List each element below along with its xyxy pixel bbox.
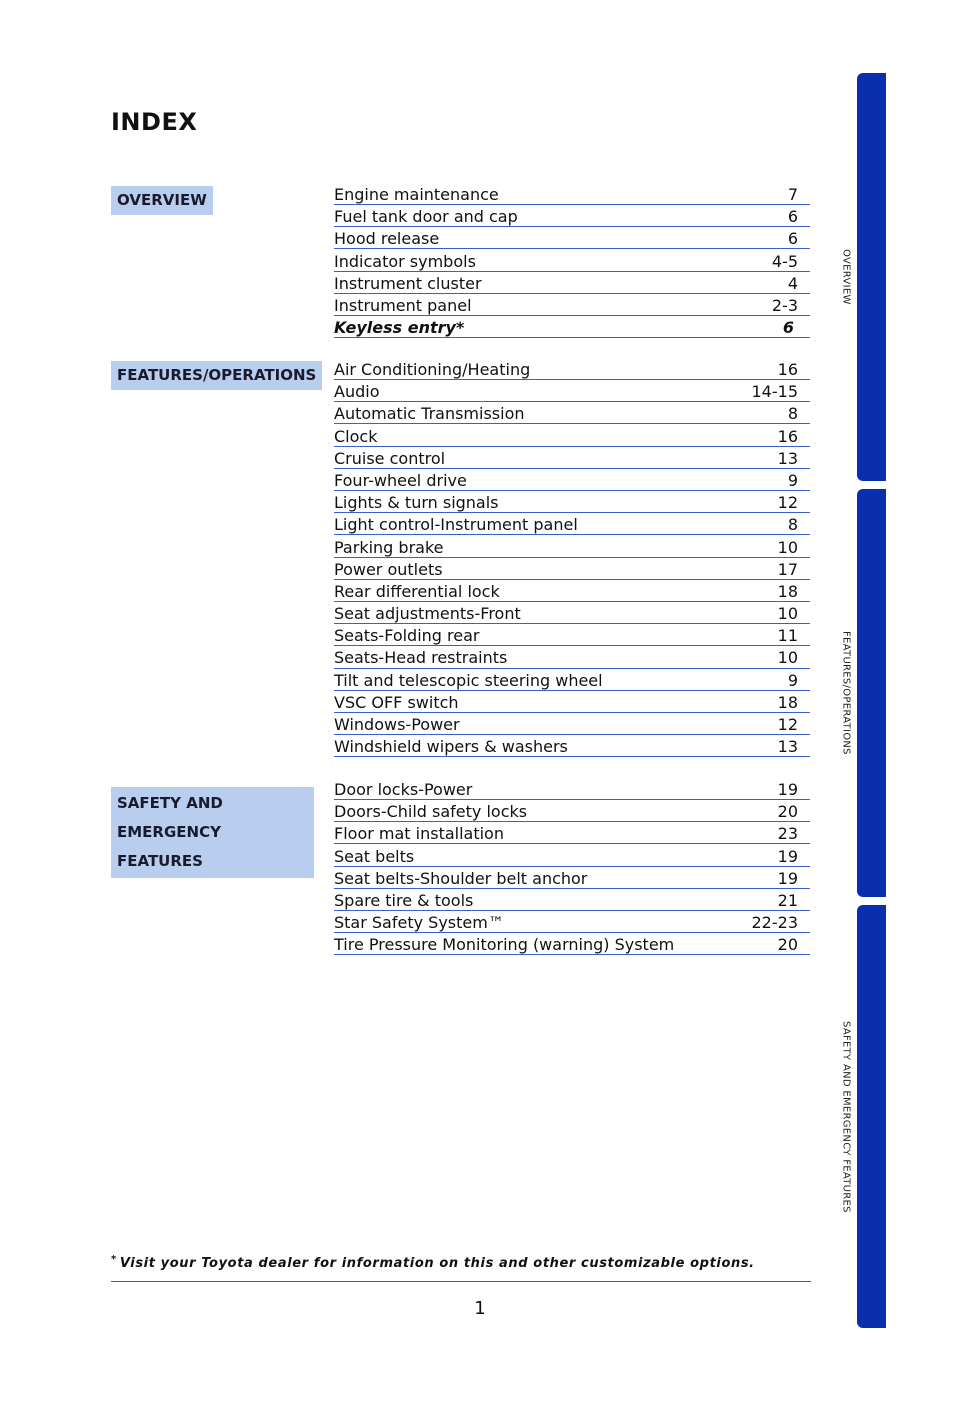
index-entry-name: Windshield wipers & washers bbox=[334, 737, 568, 757]
section-label-line: EMERGENCY FEATURES bbox=[117, 823, 221, 870]
index-entry bbox=[334, 295, 810, 316]
index-entry bbox=[334, 801, 810, 822]
index-entry-page: 13 bbox=[777, 448, 798, 468]
index-entry bbox=[334, 647, 810, 668]
index-entry bbox=[334, 359, 810, 380]
index-entry-name: Instrument panel bbox=[334, 295, 472, 315]
index-entry bbox=[334, 934, 810, 955]
index-entry-name: Clock bbox=[334, 426, 378, 446]
index-entry-name: Air Conditioning/Heating bbox=[334, 360, 531, 379]
index-entry bbox=[334, 603, 810, 624]
index-entry-page: 8 bbox=[787, 404, 798, 424]
index-entry-page: 4 bbox=[787, 273, 798, 293]
section-label-line: FEATURES/OPERATIONS bbox=[117, 366, 317, 384]
index-entry-page: 18 bbox=[777, 692, 798, 712]
index-entry-page: 20 bbox=[777, 935, 798, 955]
index-entry bbox=[334, 381, 810, 402]
index-entry-name: Doors-Child safety locks bbox=[334, 802, 528, 822]
index-entry-page: 6 bbox=[787, 207, 798, 227]
index-entry bbox=[334, 448, 810, 469]
index-entry-name: Lights & turn signals bbox=[334, 493, 499, 513]
index-entry-name: Engine maintenance bbox=[334, 185, 499, 204]
index-entry-page: 4-5 bbox=[771, 251, 798, 271]
index-entry bbox=[334, 625, 810, 646]
index-entry-page: 20 bbox=[777, 802, 798, 822]
section-label-line: OVERVIEW bbox=[117, 191, 207, 209]
index-entry bbox=[334, 492, 810, 513]
index-entry-name: Four-wheel drive bbox=[334, 470, 467, 490]
section-label-safety-emergency bbox=[111, 787, 314, 878]
footnote bbox=[111, 1254, 755, 1271]
index-entry-name: Fuel tank door and cap bbox=[334, 207, 518, 227]
index-entry-page: 2-3 bbox=[771, 295, 798, 315]
index-entry bbox=[334, 426, 810, 447]
index-entry bbox=[334, 912, 810, 933]
index-entry-name: Rear differential lock bbox=[334, 581, 500, 601]
index-entry bbox=[334, 228, 810, 249]
index-entry-name: Seat belts-Shoulder belt anchor bbox=[334, 868, 588, 888]
section-label-features-operations bbox=[111, 361, 322, 390]
footnote-divider bbox=[111, 1281, 811, 1282]
page-title: INDEX bbox=[111, 108, 198, 136]
index-entry-name: Automatic Transmission bbox=[334, 404, 525, 424]
index-entry-page: 10 bbox=[777, 648, 798, 668]
index-entry bbox=[334, 537, 810, 558]
index-entry-page: 16 bbox=[777, 426, 798, 446]
index-entry bbox=[334, 251, 810, 272]
side-tab-features-operations[interactable] bbox=[857, 489, 886, 897]
index-entry-page: 22-23 bbox=[751, 913, 798, 933]
index-entry bbox=[334, 670, 810, 691]
index-entry bbox=[334, 206, 810, 227]
index-entry-name: Star Safety System™ bbox=[334, 913, 504, 933]
index-entry-page: 18 bbox=[777, 581, 798, 601]
index-entry-name: Seat adjustments-Front bbox=[334, 604, 521, 624]
index-entry-page: 16 bbox=[777, 360, 798, 379]
index-entry bbox=[334, 779, 810, 800]
side-tab-safety-emergency[interactable] bbox=[857, 905, 886, 1328]
index-entry bbox=[334, 846, 810, 867]
index-entry-page: 21 bbox=[777, 890, 798, 910]
index-entry bbox=[334, 823, 810, 844]
index-entry bbox=[334, 692, 810, 713]
index-entry-page: 12 bbox=[777, 493, 798, 513]
index-entry-page: 9 bbox=[787, 470, 798, 490]
index-entry-name: Spare tire & tools bbox=[334, 890, 474, 910]
index-entry bbox=[334, 714, 810, 735]
section-label-line: SAFETY AND bbox=[117, 794, 223, 812]
index-entry-page: 9 bbox=[787, 670, 798, 690]
index-entry bbox=[334, 559, 810, 580]
index-entry-name: Seats-Folding rear bbox=[334, 626, 480, 646]
index-entry-page: 19 bbox=[777, 780, 798, 799]
index-entry-name: Instrument cluster bbox=[334, 273, 482, 293]
index-entry-page: 12 bbox=[777, 715, 798, 734]
index-entry bbox=[334, 581, 810, 602]
index-entry-page: 8 bbox=[787, 515, 798, 535]
index-entry-page: 13 bbox=[777, 737, 798, 757]
footnote-text: Visit your Toyota dealer for information on this and other customizable options. bbox=[119, 1256, 755, 1271]
index-entry-name: Windows-Power bbox=[334, 715, 460, 734]
index-entry-name: Audio bbox=[334, 382, 380, 402]
index-entry-name: Seat belts bbox=[334, 846, 415, 866]
index-entry-name: Tilt and telescopic steering wheel bbox=[334, 670, 603, 690]
index-entry-name: VSC OFF switch bbox=[334, 692, 459, 712]
index-entry-page: 17 bbox=[777, 559, 798, 579]
section-entries-features-operations bbox=[334, 359, 810, 758]
index-entry-page: 10 bbox=[777, 604, 798, 624]
index-entry-page: 19 bbox=[777, 846, 798, 866]
side-tab-label-features-operations: FEATURES/OPERATIONS bbox=[840, 631, 852, 755]
index-entry-name: Door locks-Power bbox=[334, 780, 473, 799]
index-entry-name: Floor mat installation bbox=[334, 824, 504, 844]
index-entry-name: Indicator symbols bbox=[334, 251, 476, 271]
section-entries-overview bbox=[334, 184, 810, 339]
index-entry-page: 6 bbox=[787, 229, 798, 249]
index-entry bbox=[334, 403, 810, 424]
index-entry bbox=[334, 184, 810, 205]
index-entry-name: Power outlets bbox=[334, 559, 443, 579]
index-entry-page: 23 bbox=[777, 824, 798, 844]
index-entry-page: 19 bbox=[777, 868, 798, 888]
index-entry bbox=[334, 890, 810, 911]
index-entry-name: Tire Pressure Monitoring (warning) System bbox=[334, 935, 675, 955]
index-entry-page: 10 bbox=[777, 537, 798, 557]
index-entry bbox=[334, 317, 810, 338]
index-entry-name: Light control-Instrument panel bbox=[334, 515, 578, 535]
side-tab-label-safety-emergency: SAFETY AND EMERGENCY FEATURES bbox=[840, 1020, 852, 1213]
index-entry bbox=[334, 514, 810, 535]
side-tab-label-overview: OVERVIEW bbox=[840, 249, 852, 305]
index-entry-page: 14-15 bbox=[751, 382, 798, 402]
index-entry bbox=[334, 273, 810, 294]
index-entry-page: 11 bbox=[777, 626, 798, 646]
index-entry-page: 7 bbox=[787, 185, 798, 204]
section-entries-safety-emergency bbox=[334, 779, 810, 957]
index-entry-name: Keyless entry* bbox=[334, 318, 465, 338]
index-entry bbox=[334, 736, 810, 757]
index-entry-name: Seats-Head restraints bbox=[334, 648, 508, 668]
footnote-marker: * bbox=[111, 1254, 117, 1265]
index-entry bbox=[334, 868, 810, 889]
side-tab-overview[interactable] bbox=[857, 73, 886, 481]
page-number: 1 bbox=[474, 1298, 486, 1319]
index-entry-name: Hood release bbox=[334, 229, 440, 249]
index-entry-page: 6 bbox=[782, 318, 794, 338]
index-entry bbox=[334, 470, 810, 491]
index-entry-name: Cruise control bbox=[334, 448, 446, 468]
index-entry-name: Parking brake bbox=[334, 537, 444, 557]
section-label-overview bbox=[111, 186, 213, 215]
